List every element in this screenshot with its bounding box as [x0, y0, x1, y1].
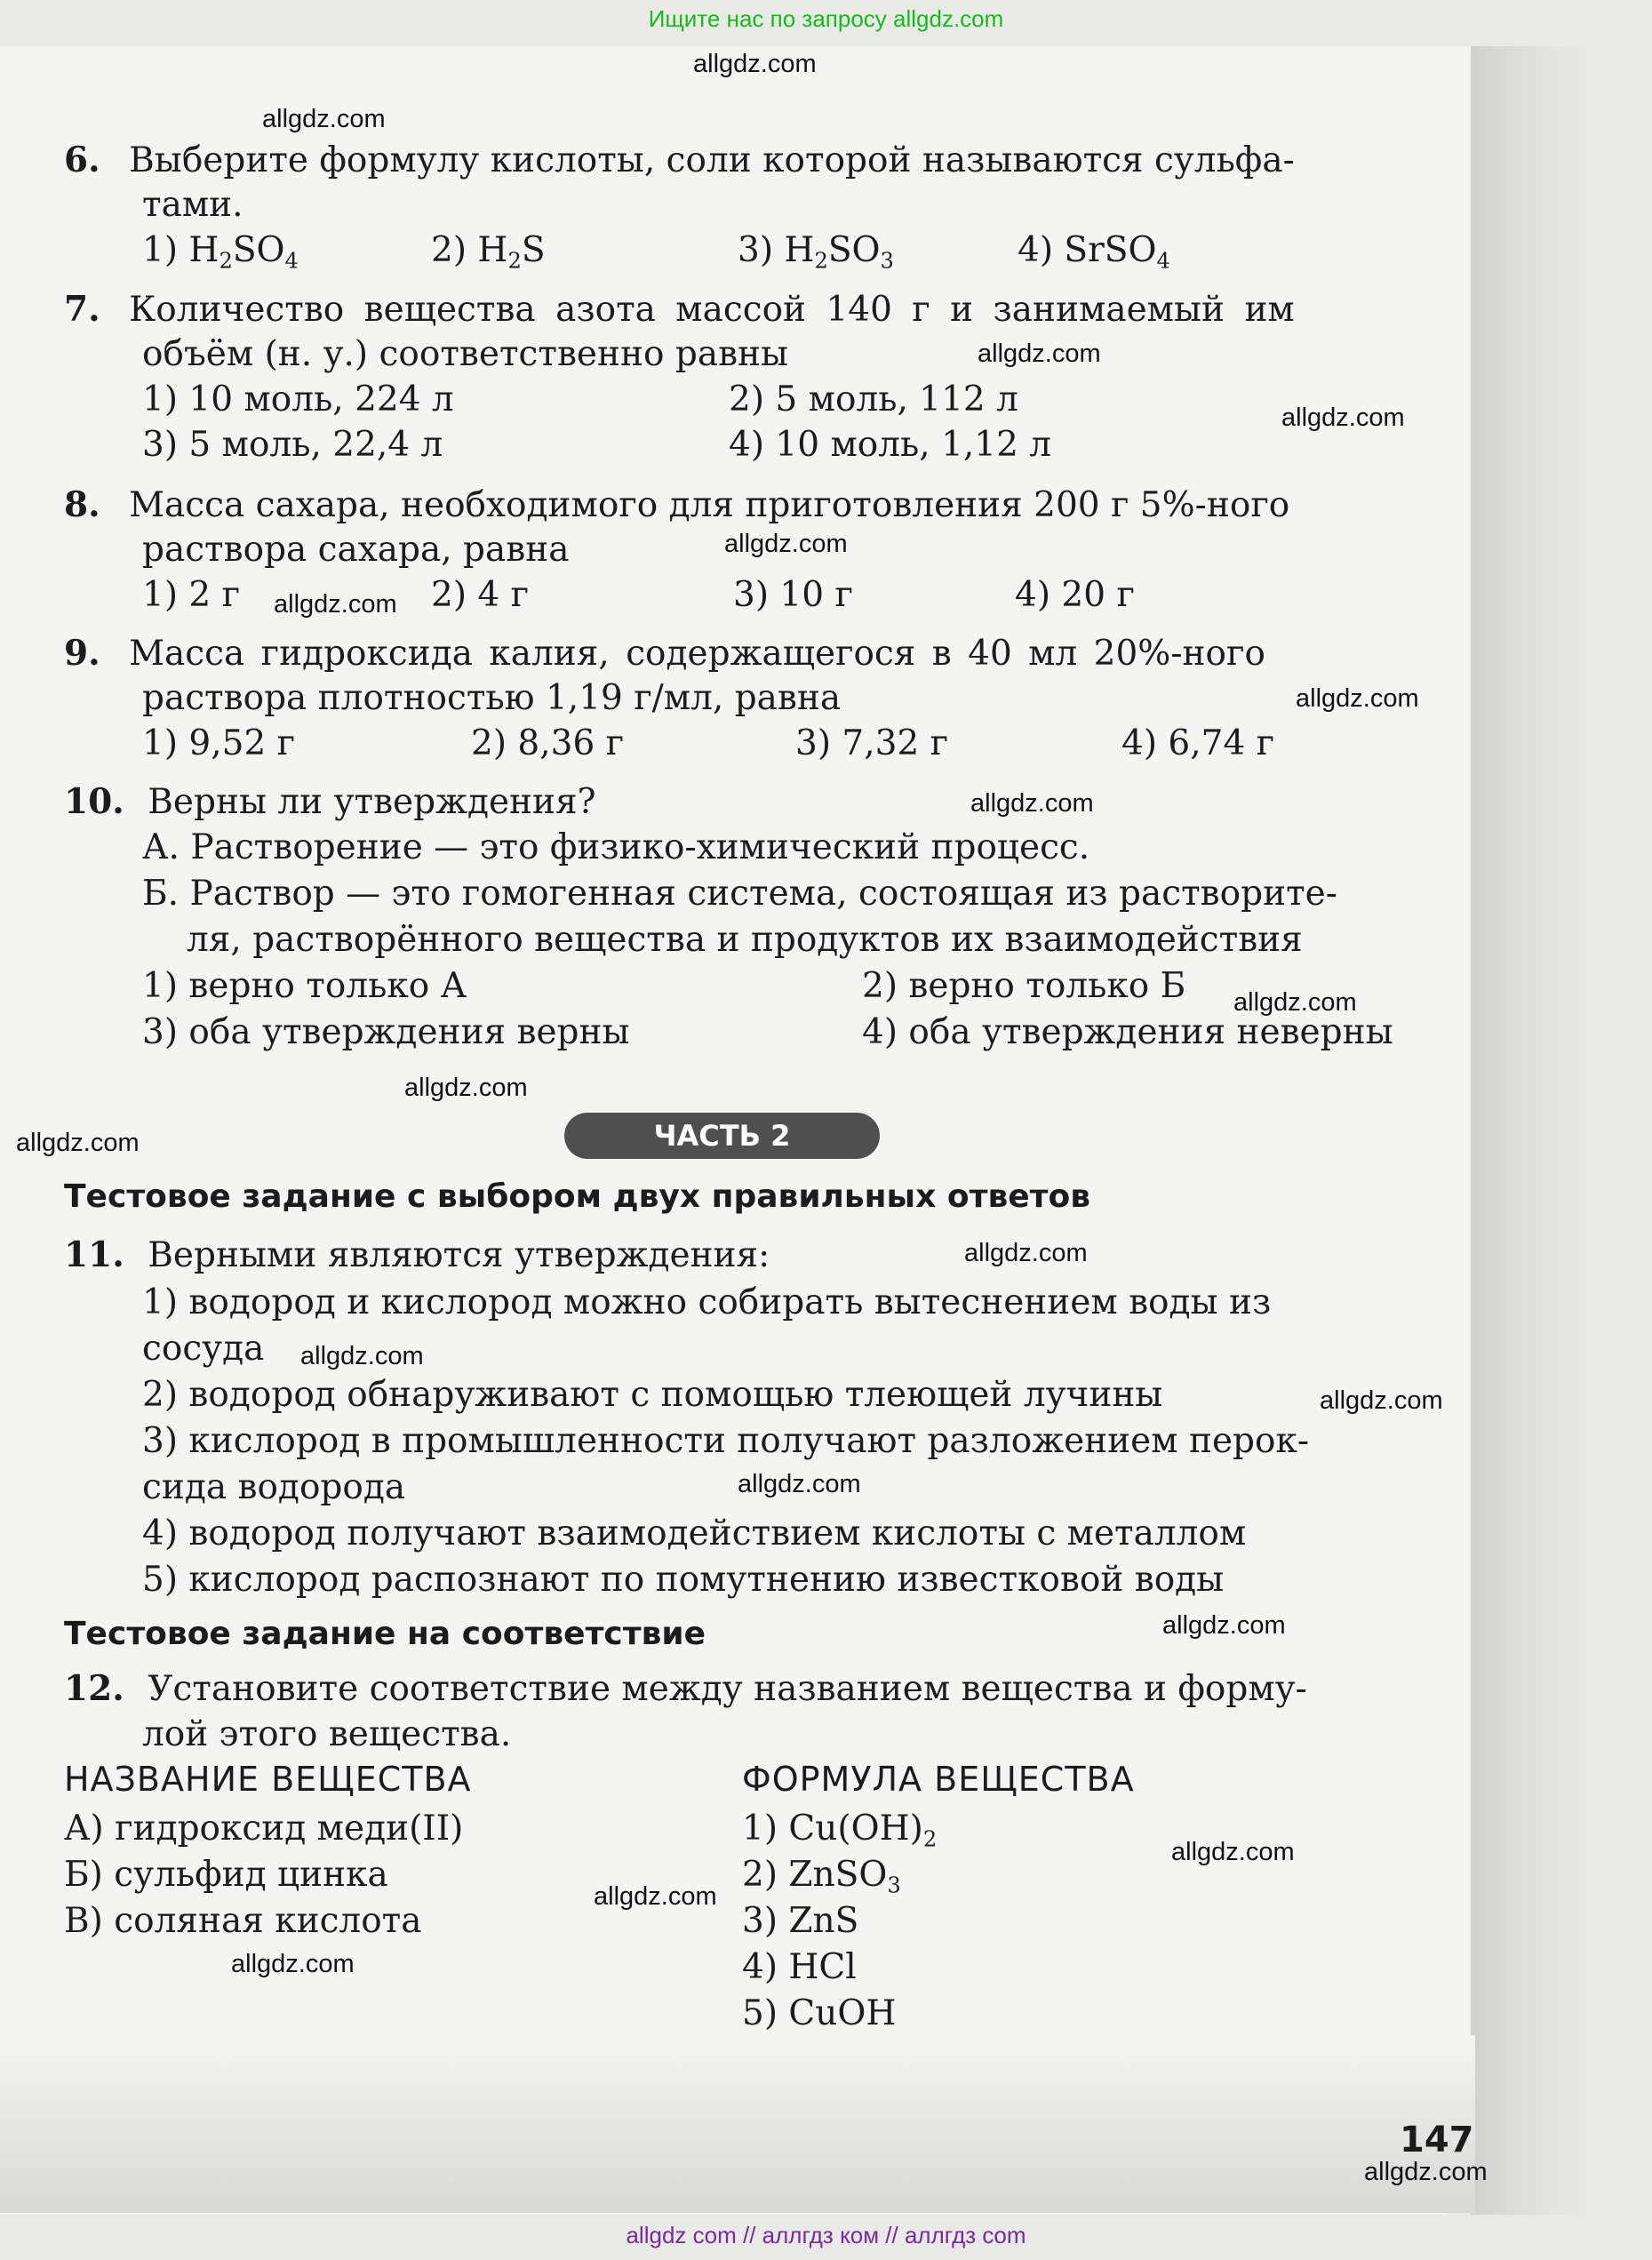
q7-line-1 [64, 288, 1295, 331]
left-item-a[interactable]: А) гидроксид меди(II) [64, 1809, 464, 1849]
q8-option-4[interactable]: 4) 20 г [1015, 575, 1135, 615]
watermark: allgdz.com [738, 1470, 861, 1498]
q8-text: Масса сахара, необходимого для приготовления 200 г 5%-ного [129, 485, 1290, 525]
q7-option-1[interactable]: 1) 10 моль, 224 л [142, 379, 454, 419]
q8-line-2: раствора сахара, равна [142, 530, 570, 570]
watermark: allgdz.com [1281, 403, 1405, 432]
left-column-heading: НАЗВАНИЕ ВЕЩЕСТВА [64, 1760, 472, 1799]
q6-option-3[interactable]: 3) $H_2SO_3$ [738, 230, 894, 274]
watermark: allgdz.com [594, 1882, 717, 1911]
q11-option-5[interactable]: 5) кислород распознают по помутнению известковой воды [142, 1560, 1225, 1600]
q9-option-4[interactable]: 4) 6,74 г [1121, 723, 1275, 763]
q10-option-2[interactable]: 2) верно только Б [862, 966, 1186, 1006]
q6-text: Выберите формулу кислоты, соли которой называются сульфа- [129, 140, 1295, 180]
q8-line-1 [64, 483, 1289, 527]
page-edge-shadow [1471, 46, 1586, 2215]
watermark: allgdz.com [1171, 1838, 1295, 1866]
question-number: 7. [64, 289, 100, 330]
q9-option-2[interactable]: 2) 8,36 г [471, 723, 625, 763]
q11-line-1 [64, 1234, 770, 1277]
watermark: allgdz.com [964, 1239, 1088, 1267]
bottom-banner[interactable]: allgdz com // аллгдз ком // аллгдз com [626, 2222, 1026, 2248]
question-number: 6. [64, 140, 100, 180]
q8-option-2[interactable]: 2) 4 г [431, 575, 530, 615]
watermark: allgdz.com [274, 590, 397, 619]
page-bottom-shade [0, 2035, 1475, 2213]
q10-option-3[interactable]: 3) оба утверждения верны [142, 1012, 630, 1052]
watermark: allgdz.com [16, 1129, 140, 1157]
watermark: allgdz.com [1162, 1611, 1286, 1640]
q9-line-1 [64, 632, 1265, 675]
right-item-4[interactable]: 4) HCl [742, 1947, 857, 1987]
watermark: allgdz.com [300, 1342, 424, 1370]
watermark: allgdz.com [693, 50, 817, 78]
watermark: allgdz.com [404, 1074, 528, 1102]
q6-option-4[interactable]: 4) SrSO$_4$ [1018, 230, 1170, 274]
q8-option-1[interactable]: 1) 2 г [142, 575, 241, 615]
q9-option-1[interactable]: 1) 9,52 г [142, 723, 296, 763]
part-2-badge: ЧАСТЬ 2 [564, 1113, 880, 1159]
watermark: allgdz.com [1296, 684, 1419, 713]
q10-line-1 [64, 780, 596, 824]
question-number: 10. [64, 781, 124, 822]
q10-text: Верны ли утверждения? [148, 782, 596, 822]
right-item-5[interactable]: 5) CuOH [742, 1993, 897, 2033]
q12-line-2: лой этого вещества. [142, 1714, 512, 1754]
q6-option-1[interactable]: 1) $H_2SO_4$ [142, 230, 299, 274]
left-item-c[interactable]: В) соляная кислота [64, 1901, 422, 1941]
top-banner[interactable]: Ищите нас по запросу allgdz.com [648, 5, 1004, 32]
watermark: allgdz.com [1364, 2158, 1488, 2186]
q11-option-1[interactable]: 1) водород и кислород можно собирать вытеснением воды из [142, 1282, 1272, 1322]
section-heading-two-answers: Тестовое задание с выбором двух правильных ответов [64, 1178, 1091, 1215]
watermark: allgdz.com [724, 530, 848, 558]
watermark: allgdz.com [1233, 988, 1357, 1017]
q11-option-2[interactable]: 2) водород обнаруживают с помощью тлеющей лучины [142, 1375, 1163, 1415]
q12-text: Установите соответствие между названием вещества и форму- [148, 1669, 1307, 1709]
watermark: allgdz.com [231, 1950, 355, 1978]
right-item-2[interactable]: 2) ZnSO$_3$ [742, 1855, 901, 1898]
watermark: allgdz.com [1320, 1386, 1443, 1415]
right-item-1[interactable]: 1) $Cu(OH)_2$ [742, 1809, 938, 1852]
q10-statement-a: А. Растворение — это физико-химический процесс. [142, 827, 1090, 867]
left-item-b[interactable]: Б) сульфид цинка [64, 1855, 388, 1895]
q12-line-1 [64, 1667, 1307, 1711]
q9-text: Масса гидроксида калия, содержащегося в 40 мл 20%-ного [129, 634, 1265, 674]
right-column-heading: ФОРМУЛА ВЕЩЕСТВА [742, 1760, 1135, 1799]
question-number: 9. [64, 633, 100, 674]
q6-line-2: тами. [142, 185, 243, 225]
watermark: allgdz.com [970, 789, 1094, 818]
q7-option-4[interactable]: 4) 10 моль, 1,12 л [729, 425, 1052, 465]
q10-option-4[interactable]: 4) оба утверждения неверны [862, 1012, 1393, 1052]
watermark: allgdz.com [262, 105, 386, 133]
question-number: 12. [64, 1668, 124, 1709]
question-number: 8. [64, 484, 100, 525]
q10-statement-b-2: ля, растворённого вещества и продуктов их взаимодействия [187, 920, 1303, 960]
q7-text: Количество вещества азота массой 140 г и занимаемый им [129, 290, 1295, 330]
section-heading-matching: Тестовое задание на соответствие [64, 1616, 706, 1652]
q6-option-2[interactable]: 2) $H_2S$ [431, 230, 546, 274]
q11-option-3-cont: сида водорода [142, 1467, 406, 1507]
q11-option-1-cont: сосуда [142, 1329, 265, 1369]
q7-option-3[interactable]: 3) 5 моль, 22,4 л [142, 425, 443, 465]
q6-line-1 [64, 139, 1295, 182]
q11-option-3[interactable]: 3) кислород в промышленности получают разложением перок- [142, 1421, 1310, 1461]
q7-option-2[interactable]: 2) 5 моль, 112 л [729, 379, 1018, 419]
q11-option-4[interactable]: 4) водород получают взаимодействием кислоты с металлом [142, 1513, 1247, 1553]
q11-text: Верными являются утверждения: [148, 1235, 770, 1275]
watermark: allgdz.com [978, 339, 1101, 368]
q9-option-3[interactable]: 3) 7,32 г [795, 723, 949, 763]
q8-option-3[interactable]: 3) 10 г [733, 575, 853, 615]
question-number: 11. [64, 1234, 124, 1275]
right-item-3[interactable]: 3) ZnS [742, 1901, 859, 1941]
q7-line-2: объём (н. у.) соответственно равны [142, 334, 789, 374]
page-number: 147 [1400, 2120, 1474, 2160]
q10-statement-b-1: Б. Раствор — это гомогенная система, состоящая из растворите- [142, 874, 1337, 914]
q10-option-1[interactable]: 1) верно только А [142, 966, 467, 1006]
q9-line-2: раствора плотностью 1,19 г/мл, равна [142, 678, 842, 718]
